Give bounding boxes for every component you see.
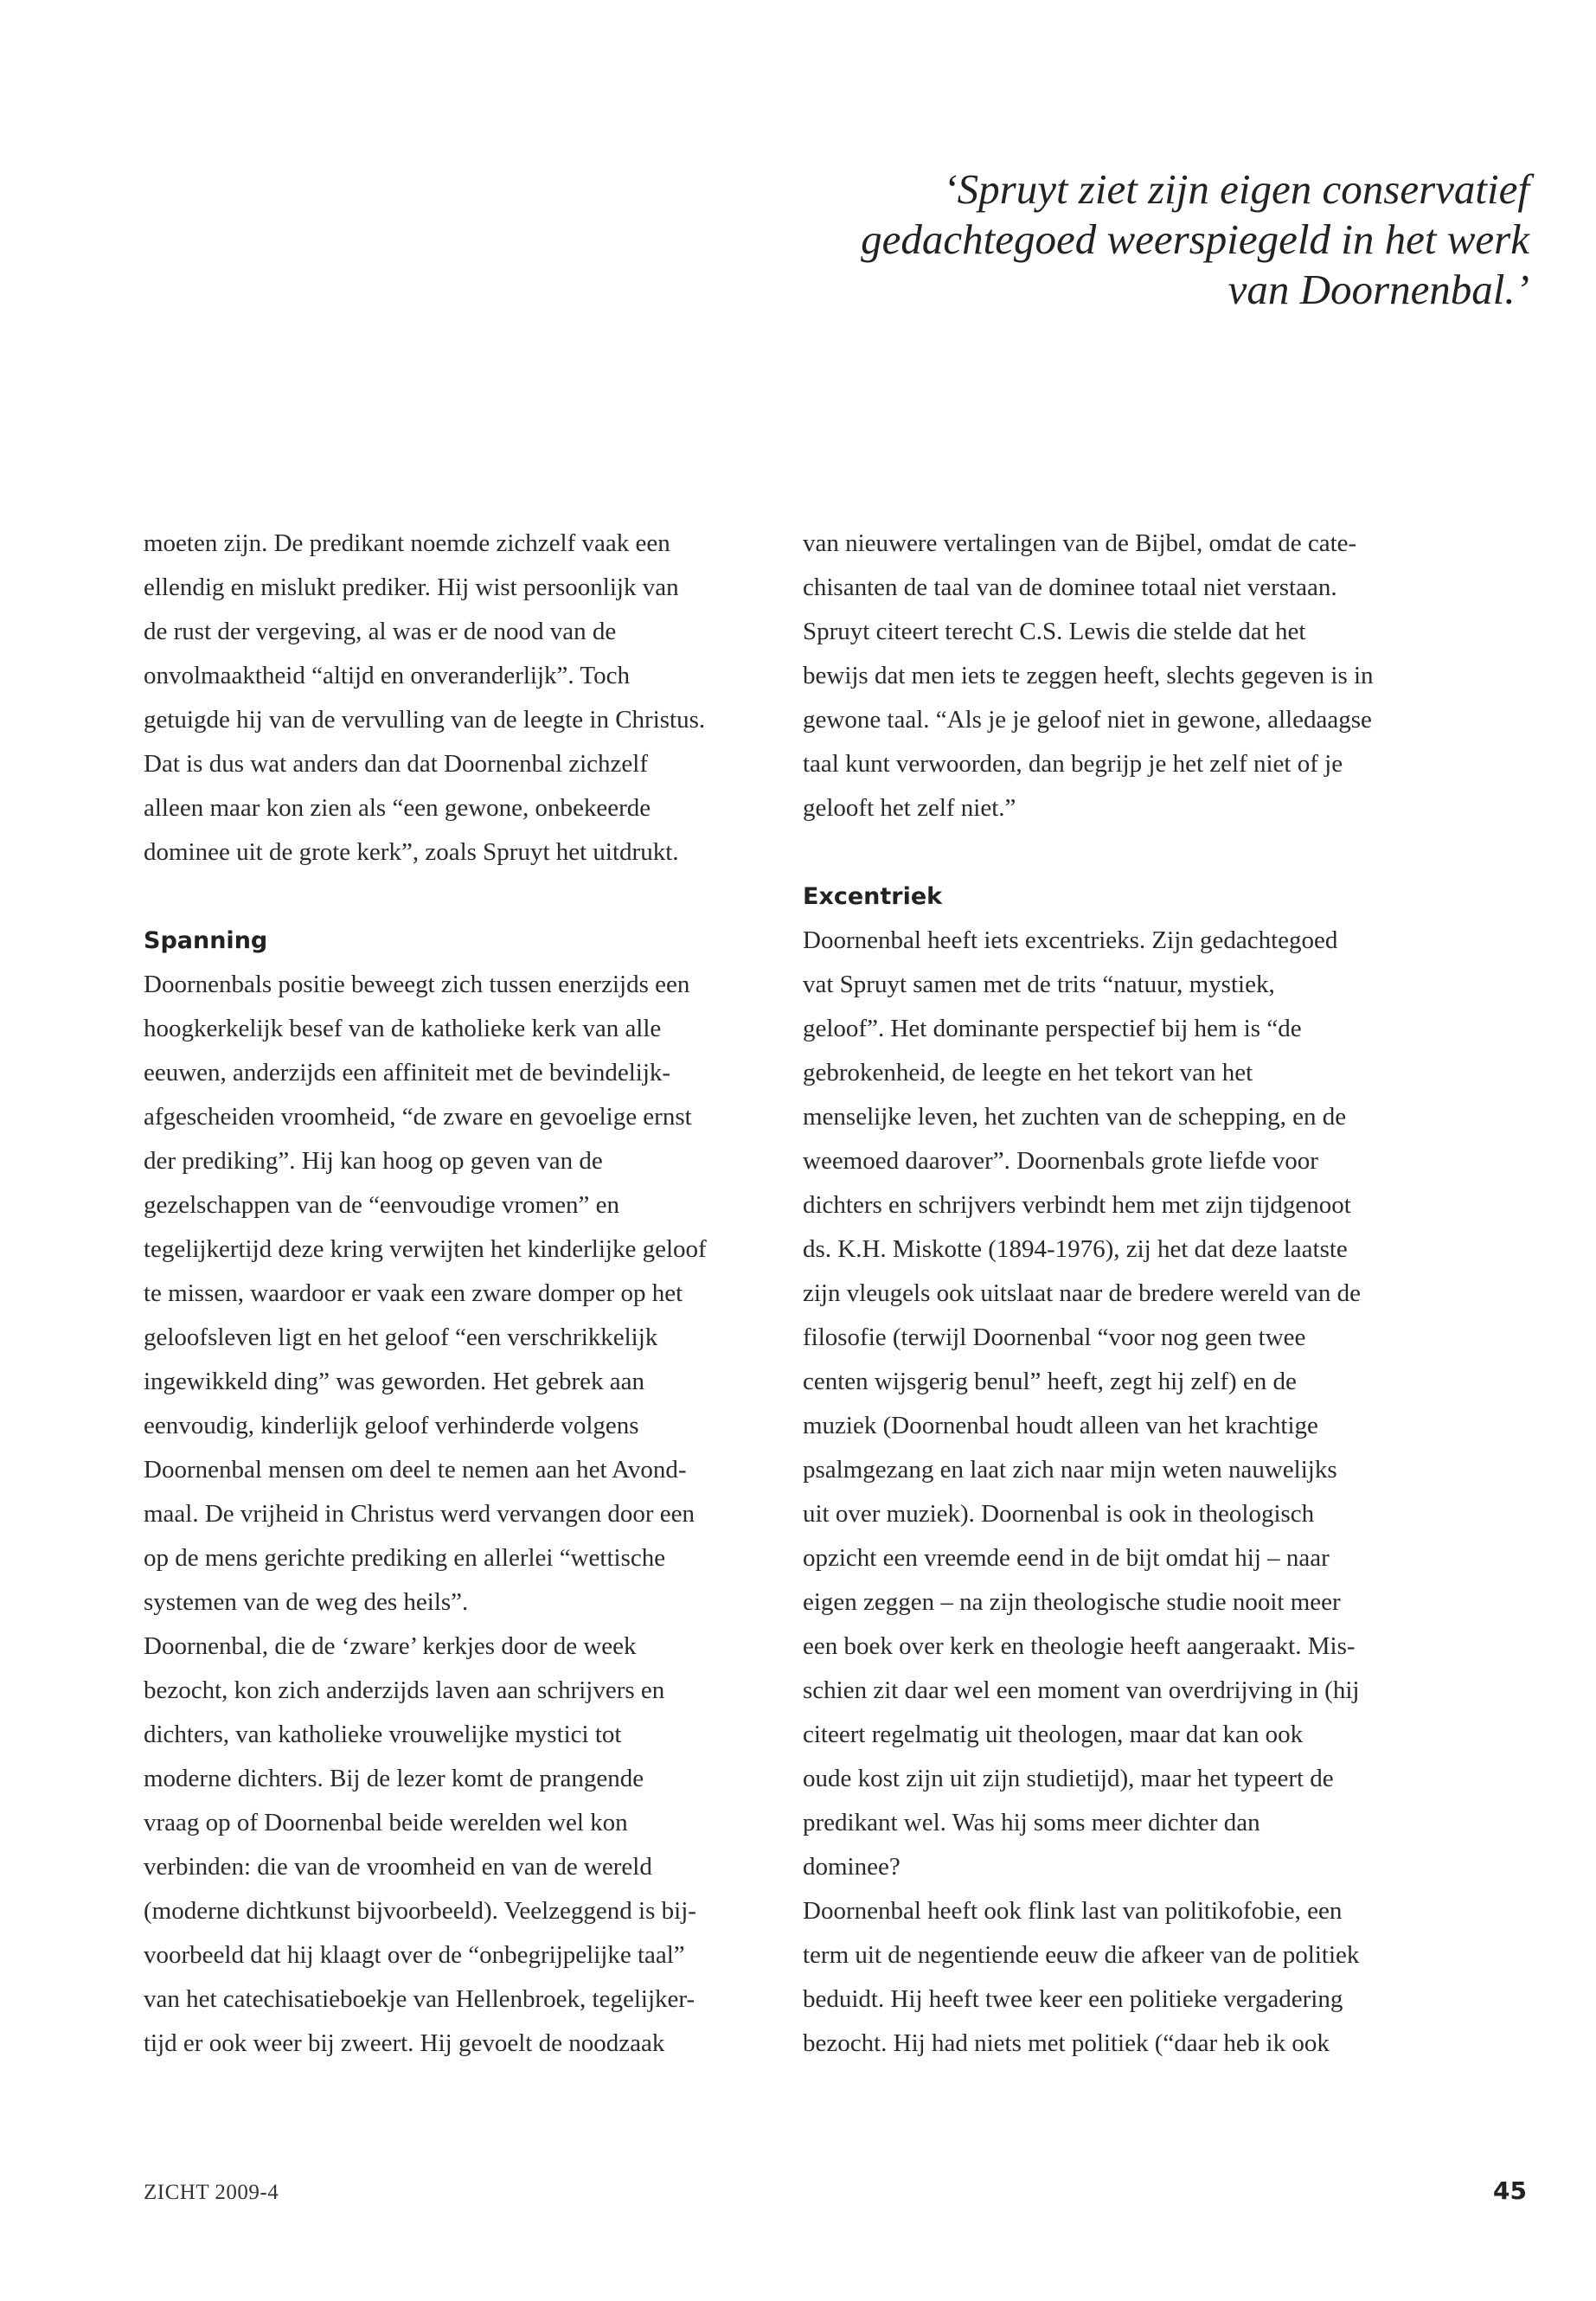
text-line: dichters en schrijvers verbindt hem met zijn tijdgenoot — [803, 1191, 1351, 1219]
text-line: een boek over kerk en theologie heeft aangeraakt. Mis- — [803, 1632, 1356, 1660]
text-line: ellendig en mislukt prediker. Hij wist persoonlijk van — [144, 574, 679, 601]
text-line: muziek (Doornenbal houdt alleen van het krachtige — [803, 1412, 1318, 1439]
text-line: tijd er ook weer bij zweert. Hij gevoelt de noodzaak — [144, 2029, 665, 2057]
text-line: eenvoudig, kinderlijk geloof verhinderde volgens — [144, 1412, 639, 1439]
excentriek-section-body — [803, 919, 1417, 2066]
text-line: maal. De vrijheid in Christus werd vervangen door een — [144, 1500, 695, 1528]
text-line: Doornenbal mensen om deel te nemen aan het Avond- — [144, 1456, 687, 1484]
text-line: moderne dichters. Bij de lezer komt de prangende — [144, 1765, 644, 1792]
page-number: 45 — [1493, 2176, 1527, 2205]
paragraph-gap — [803, 830, 1417, 875]
text-line: vraag op of Doornenbal beide werelden wel kon — [144, 1809, 628, 1836]
text-line: citeert regelmatig uit theologen, maar dat kan ook — [803, 1721, 1304, 1748]
pull-quote — [804, 164, 1529, 315]
text-line: schien zit daar wel een moment van overdrijving in (hij — [803, 1676, 1360, 1704]
text-line: de rust der vergeving, al was er de nood van de — [144, 618, 617, 645]
section-heading-spanning: Spanning — [144, 927, 268, 954]
text-line: (moderne dichtkunst bijvoorbeeld). Veelzeggend is bij- — [144, 1897, 696, 1925]
text-line: opzicht een vreemde eend in de bijt omdat hij – naar — [803, 1544, 1330, 1572]
text-line: voorbeeld dat hij klaagt over de “onbegrijpelijke taal” — [144, 1941, 685, 1969]
text-line: geloofsleven ligt en het geloof “een verschrikkelijk — [144, 1324, 658, 1351]
text-line: der prediking”. Hij kan hoog op geven van de — [144, 1147, 603, 1175]
text-line: dominee? — [803, 1853, 901, 1881]
text-line: Spruyt citeert terecht C.S. Lewis die stelde dat het — [803, 618, 1306, 645]
text-line: op de mens gerichte prediking en allerlei “wettische — [144, 1544, 666, 1572]
text-line: Doornenbal, die de ‘zware’ kerkjes door de week — [144, 1632, 637, 1660]
text-line: vat Spruyt samen met de trits “natuur, mystiek, — [803, 971, 1275, 998]
pull-quote-line: van Doornenbal.’ — [1227, 266, 1529, 313]
text-line: dominee uit de grote kerk”, zoals Spruyt het uitdrukt. — [144, 838, 679, 866]
text-line: systemen van de weg des heils”. — [144, 1588, 469, 1616]
text-line: te missen, waardoor er vaak een zware domper op het — [144, 1279, 683, 1307]
pull-quote-line: ‘Spruyt ziet zijn eigen conservatief — [943, 165, 1529, 213]
text-line: verbinden: die van de vroomheid en van de wereld — [144, 1853, 652, 1881]
text-line: gewone taal. “Als je je geloof niet in gewone, alledaagse — [803, 706, 1372, 734]
text-line: dichters, van katholieke vrouwelijke mystici tot — [144, 1721, 622, 1748]
right-column — [803, 522, 1417, 2066]
text-line: bewijs dat men iets te zeggen heeft, slechts gegeven is in — [803, 662, 1374, 689]
text-line: Doornenbals positie beweegt zich tussen enerzijds een — [144, 971, 690, 998]
text-line: gezelschappen van de “eenvoudige vromen” en — [144, 1191, 619, 1219]
left-column — [144, 522, 758, 2066]
text-line: gebrokenheid, de leegte en het tekort van het — [803, 1059, 1253, 1086]
text-line: hoogkerkelijk besef van de katholieke kerk van alle — [144, 1015, 662, 1042]
text-line: geloof”. Het dominante perspectief bij hem is “de — [803, 1015, 1302, 1042]
text-line: filosofie (terwijl Doornenbal “voor nog geen twee — [803, 1324, 1306, 1351]
right-intro-paragraph — [803, 522, 1417, 830]
text-line: van het catechisatieboekje van Hellenbroek, tegelijker- — [144, 1985, 695, 2013]
text-line: moeten zijn. De predikant noemde zichzelf vaak een — [144, 529, 670, 557]
text-line: zijn vleugels ook uitslaat naar de bredere wereld van de — [803, 1279, 1361, 1307]
text-line: uit over muziek). Doornenbal is ook in theologisch — [803, 1500, 1315, 1528]
text-line: predikant wel. Was hij soms meer dichter dan — [803, 1809, 1260, 1836]
left-intro-paragraph — [144, 522, 758, 875]
text-line: Doornenbal heeft ook flink last van politikofobie, een — [803, 1897, 1343, 1925]
text-line: term uit de negentiende eeuw die afkeer van de politiek — [803, 1941, 1360, 1969]
text-line: Dat is dus wat anders dan dat Doornenbal zichzelf — [144, 750, 649, 778]
text-line: onvolmaaktheid “altijd en onveranderlijk”. Toch — [144, 662, 630, 689]
text-line: beduidt. Hij heeft twee keer een politieke vergadering — [803, 1985, 1343, 2013]
text-line: bezocht, kon zich anderzijds laven aan schrijvers en — [144, 1676, 665, 1704]
text-line: chisanten de taal van de dominee totaal niet verstaan. — [803, 574, 1337, 601]
text-line: eeuwen, anderzijds een affiniteit met de bevindelijk- — [144, 1059, 671, 1086]
text-line: bezocht. Hij had niets met politiek (“daar heb ik ook — [803, 2029, 1330, 2057]
spanning-section-body — [144, 963, 758, 2066]
text-line: gelooft het zelf niet.” — [803, 794, 1016, 822]
section-heading-excentriek: Excentriek — [803, 883, 943, 910]
text-line: alleen maar kon zien als “een gewone, onbekeerde — [144, 794, 651, 822]
text-line: ingewikkeld ding” was geworden. Het gebrek aan — [144, 1368, 644, 1395]
text-line: van nieuwere vertalingen van de Bijbel, omdat de cate- — [803, 529, 1357, 557]
pull-quote-line: gedachtegoed weerspiegeld in het werk — [861, 215, 1529, 263]
text-line: oude kost zijn uit zijn studietijd), maar het typeert de — [803, 1765, 1334, 1792]
text-line: centen wijsgerig benul” heeft, zegt hij zelf) en de — [803, 1368, 1297, 1395]
text-line: psalmgezang en laat zich naar mijn weten nauwelijks — [803, 1456, 1337, 1484]
footer-publication: ZICHT 2009-4 — [144, 2181, 279, 2204]
text-line: Doornenbal heeft iets excentrieks. Zijn gedachtegoed — [803, 926, 1338, 954]
text-line: taal kunt verwoorden, dan begrijp je het zelf niet of je — [803, 750, 1343, 778]
text-line: afgescheiden vroomheid, “de zware en gevoelige ernst — [144, 1103, 692, 1131]
text-line: ds. K.H. Miskotte (1894-1976), zij het dat deze laatste — [803, 1235, 1348, 1263]
text-line: weemoed daarover”. Doornenbals grote liefde voor — [803, 1147, 1318, 1175]
paragraph-gap — [144, 875, 758, 919]
text-line: eigen zeggen – na zijn theologische studie nooit meer — [803, 1588, 1341, 1616]
text-line: tegelijkertijd deze kring verwijten het kinderlijke geloof — [144, 1235, 707, 1263]
text-line: getuigde hij van de vervulling van de leegte in Christus. — [144, 706, 706, 734]
text-line: menselijke leven, het zuchten van de schepping, en de — [803, 1103, 1347, 1131]
